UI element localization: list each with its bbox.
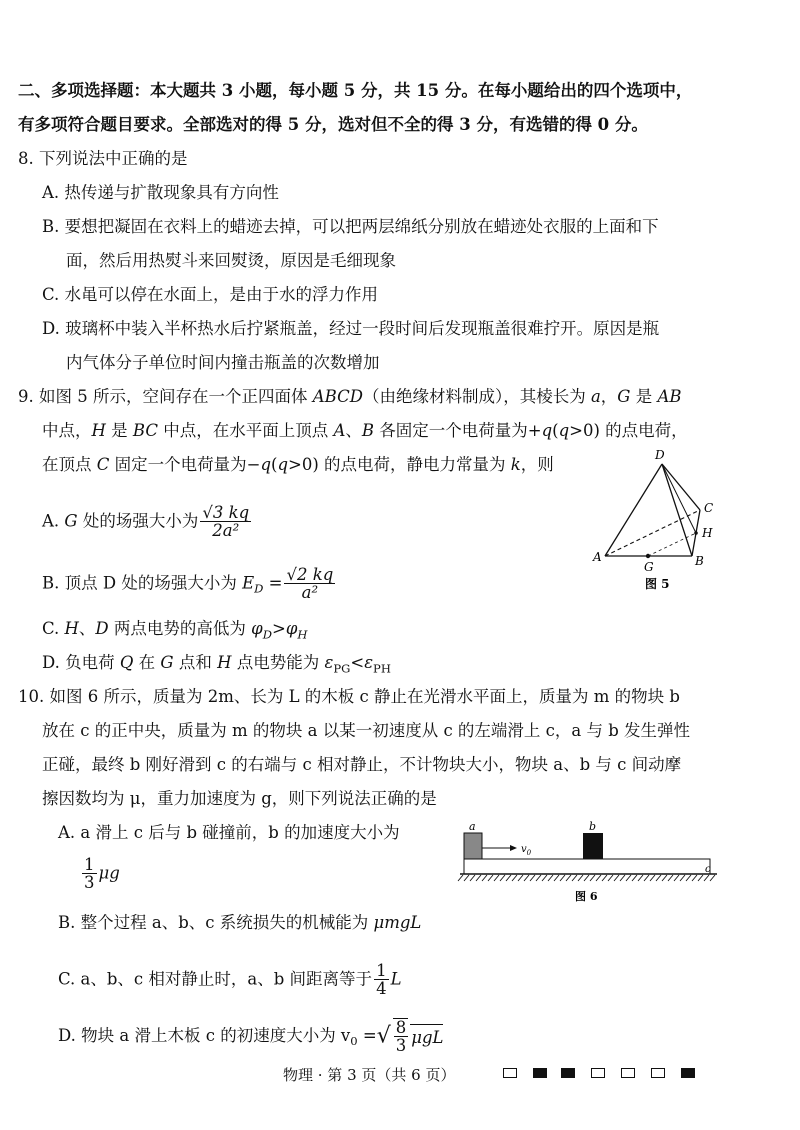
text: k: [510, 455, 521, 474]
text: BC: [132, 421, 158, 440]
hatch-mark: [560, 875, 565, 881]
hatch-mark: [650, 875, 655, 881]
label-b: b: [589, 820, 597, 833]
text: C.: [42, 619, 65, 638]
subscript: 0: [526, 849, 532, 857]
hatch-mark: [620, 875, 625, 881]
hatch-mark: [464, 875, 469, 881]
hatch-mark: [626, 875, 631, 881]
hatch-mark: [458, 875, 463, 881]
q10-option-b: [58, 912, 421, 934]
subscript: 0: [350, 1034, 358, 1049]
q9-option-a: [42, 504, 253, 540]
section-header-line1: 二、多项选择题：本大题共 3 小题，每小题 5 分，共 15 分。在每小题给出的四个选项中，: [18, 81, 693, 100]
numerator: √2 kq: [286, 565, 334, 584]
label-a: a: [469, 820, 476, 833]
text: ，则: [520, 455, 554, 474]
text: μmgL: [373, 913, 422, 932]
q9-stem-line1: [18, 386, 682, 408]
text: AB: [657, 387, 682, 406]
text: ，: [600, 387, 618, 406]
label-h: H: [702, 526, 713, 540]
q8-option-b-line2: 面，然后用热熨斗来回熨烫，原因是毛细现象: [66, 251, 396, 270]
fraction: [284, 566, 335, 602]
hatch-mark: [566, 875, 571, 881]
text: 固定一个电荷量为−: [109, 455, 261, 474]
text: <: [350, 653, 365, 672]
q8-option-c: C. 水黾可以停在水面上，是由于水的浮力作用: [42, 285, 379, 304]
q10-option-c: [58, 962, 402, 998]
q9-option-b: [42, 566, 337, 602]
mark-filled: [681, 1068, 695, 1078]
hatch-mark: [644, 875, 649, 881]
q8-option-d-line2: 内气体分子单位时间内撞击瓶盖的次数增加: [66, 353, 380, 372]
q8-option-d-line1: D. 玻璃杯中装入半杯热水后拧紧瓶盖，经过一段时间后发现瓶盖很难拧开。原因是瓶: [42, 319, 660, 338]
hatch-mark: [554, 875, 559, 881]
mark-empty: [621, 1068, 635, 1078]
text: 点电势能为: [231, 653, 325, 672]
text: q: [260, 455, 272, 474]
text: G: [64, 511, 78, 531]
q9-stem-line3: [42, 454, 554, 476]
subscript: D: [254, 581, 264, 596]
label-d: D: [655, 448, 665, 462]
text: 、: [78, 619, 96, 638]
fraction: [374, 962, 389, 998]
text: D. 负电荷: [42, 653, 120, 672]
hatch-mark: [536, 875, 541, 881]
figure-5-tetrahedron: [585, 448, 735, 600]
hatch-mark: [692, 875, 697, 881]
hatch-mark: [470, 875, 475, 881]
hatch-mark: [506, 875, 511, 881]
hatch-mark: [674, 875, 679, 881]
text: q: [558, 421, 570, 440]
hatch-mark: [524, 875, 529, 881]
sqrt-sign: √: [376, 1023, 391, 1049]
text: μg: [98, 863, 120, 883]
text: 两点电势的高低为: [108, 619, 252, 638]
text: φ: [251, 619, 263, 638]
q9-option-d: [42, 652, 391, 679]
hatch-mark: [710, 875, 715, 881]
denominator: a²: [301, 583, 319, 603]
point-h: [694, 531, 698, 535]
page-footer: 物理 · 第 3 页（共 6 页）: [283, 1066, 456, 1084]
text: 处的场强大小为: [77, 511, 199, 531]
mark-filled: [561, 1068, 575, 1078]
hatch-mark: [614, 875, 619, 881]
q10-stem-line2: 放在 c 的正中央，质量为 m 的物块 a 以某一初速度从 c 的左端滑上 c，a 与 b 发生弹性: [42, 721, 691, 740]
hatch-mark: [662, 875, 667, 881]
block-b: [583, 833, 603, 859]
hatch-mark: [596, 875, 601, 881]
subscript: D: [262, 627, 272, 642]
hatch-mark: [482, 875, 487, 881]
label-c: C: [704, 501, 714, 515]
hatch-mark: [632, 875, 637, 881]
fraction: [82, 856, 97, 892]
q9-option-c: [42, 618, 307, 645]
text: H: [64, 619, 79, 638]
text: E: [242, 573, 255, 593]
text: ε: [324, 653, 334, 672]
label-a: A: [593, 550, 602, 564]
hatch-mark: [704, 875, 709, 881]
hatch-mark: [680, 875, 685, 881]
text: A: [333, 421, 346, 440]
text: q: [277, 455, 289, 474]
q8-option-a: A. 热传递与扩散现象具有方向性: [42, 183, 279, 202]
fraction-under-root: [393, 1018, 409, 1055]
q10-stem-line4: 擦因数均为 μ，重力加速度为 g，则下列说法正确的是: [42, 789, 437, 808]
subscript: H: [297, 627, 308, 642]
point-g: [646, 554, 650, 558]
text: =: [357, 1025, 377, 1045]
text: D. 物块 a 滑上木板 c 的初速度大小为 v: [58, 1025, 351, 1045]
label-c: c: [705, 864, 711, 875]
hatch-mark: [608, 875, 613, 881]
label-g: G: [644, 560, 654, 574]
board-c: [464, 859, 710, 874]
text: 中点，: [42, 421, 92, 440]
hatch-mark: [656, 875, 661, 881]
denominator: 4: [376, 979, 387, 999]
hatch-mark: [686, 875, 691, 881]
numerator: 8: [395, 1018, 407, 1037]
text: ε: [364, 653, 374, 672]
denominator: 2a²: [212, 521, 240, 541]
hatch-mark: [542, 875, 547, 881]
hatch-mark: [590, 875, 595, 881]
hatch-mark: [518, 875, 523, 881]
mark-empty: [651, 1068, 665, 1078]
text: A.: [42, 511, 65, 531]
hatch-mark: [584, 875, 589, 881]
label-b: B: [695, 554, 704, 568]
hatch-mark: [668, 875, 673, 881]
label-v0: [521, 844, 532, 857]
q10-stem-line3: 正碰，最终 b 刚好滑到 c 的右端与 c 相对静止，不计物块大小，物块 a、b 与 c 间动摩: [42, 755, 682, 774]
text: L: [390, 969, 402, 989]
q8-stem: 8. 下列说法中正确的是: [18, 149, 188, 168]
text: 在: [133, 653, 161, 672]
text: 9. 如图 5 所示，空间存在一个正四面体: [18, 387, 313, 406]
text: =: [263, 573, 283, 593]
hatch-mark: [530, 875, 535, 881]
hatch-mark: [500, 875, 505, 881]
q10-option-a: A. a 滑上 c 后与 b 碰撞前，b 的加速度大小为: [58, 823, 400, 842]
q8-option-b-line1: B. 要想把凝固在衣料上的蜡迹去掉，可以把两层绵纸分别放在蜡迹处衣服的上面和下: [42, 217, 659, 236]
text: >0) 的点电荷，静电力常量为: [288, 455, 511, 474]
text: 在顶点: [42, 455, 97, 474]
figure-6-caption: 图 6: [575, 890, 598, 903]
text: (: [552, 421, 559, 440]
arrow-head: [510, 845, 517, 851]
mark-empty: [503, 1068, 517, 1078]
text: 中点，在水平面上顶点: [157, 421, 334, 440]
hatch-mark: [602, 875, 607, 881]
section-header-line2: 有多项符合题目要求。全部选对的得 5 分，选对但不全的得 3 分，有选错的得 0 分。: [18, 115, 648, 134]
hatch-mark: [698, 875, 703, 881]
text: ABCD: [312, 387, 363, 406]
text: 是: [630, 387, 658, 406]
text: φ: [285, 619, 298, 638]
text: a: [590, 387, 601, 406]
q10-stem-line1: 10. 如图 6 所示，质量为 2m、长为 L 的木板 c 静止在光滑水平面上，质量为 m 的物块 b: [18, 687, 680, 706]
q10-option-a-value: [80, 856, 120, 892]
subscript: PG: [333, 661, 351, 676]
mark-filled: [533, 1068, 547, 1078]
text: B. 整个过程 a、b、c 系统损失的机械能为: [58, 913, 374, 932]
text: D: [95, 619, 109, 638]
block-a: [464, 833, 482, 859]
denominator: 3: [84, 873, 95, 893]
text: C. a、b、c 相对静止时，a、b 间距离等于: [58, 969, 373, 989]
numerator: 1: [376, 961, 387, 980]
hatch-mark: [476, 875, 481, 881]
hatch-mark: [488, 875, 493, 881]
text: >: [271, 619, 286, 638]
numerator: 1: [84, 855, 95, 874]
denominator: 3: [395, 1036, 407, 1056]
text: Q: [119, 653, 134, 672]
q9-stem-line2: [42, 420, 688, 442]
ground-hatching: [458, 875, 715, 881]
mark-empty: [591, 1068, 605, 1078]
text: 各固定一个电荷量为+: [374, 421, 542, 440]
text: H: [217, 653, 232, 672]
text: G: [617, 387, 631, 406]
figure-6-board: [455, 820, 730, 910]
text: 点和: [173, 653, 218, 672]
text: q: [541, 421, 553, 440]
text: （由绝缘材料制成），其棱长为: [362, 387, 591, 406]
hatch-mark: [578, 875, 583, 881]
figure-5-caption: 图 5: [645, 577, 670, 591]
text: >0) 的点电荷，: [569, 421, 688, 440]
hatch-mark: [512, 875, 517, 881]
text: μgL: [410, 1024, 443, 1049]
hatch-mark: [638, 875, 643, 881]
q10-option-d: [58, 1018, 443, 1055]
hatch-mark: [572, 875, 577, 881]
fraction: [200, 504, 251, 540]
numerator: √3 kq: [202, 503, 250, 522]
text: v: [521, 844, 527, 855]
text: 、: [345, 421, 362, 440]
hatch-mark: [548, 875, 553, 881]
text: H: [91, 421, 106, 440]
hatch-mark: [494, 875, 499, 881]
text: B: [361, 421, 375, 440]
text: G: [160, 653, 174, 672]
text: 是: [105, 421, 133, 440]
text: C: [96, 455, 110, 474]
subscript: PH: [373, 661, 391, 676]
text: (: [271, 455, 278, 474]
text: B. 顶点 D 处的场强大小为: [42, 573, 243, 593]
